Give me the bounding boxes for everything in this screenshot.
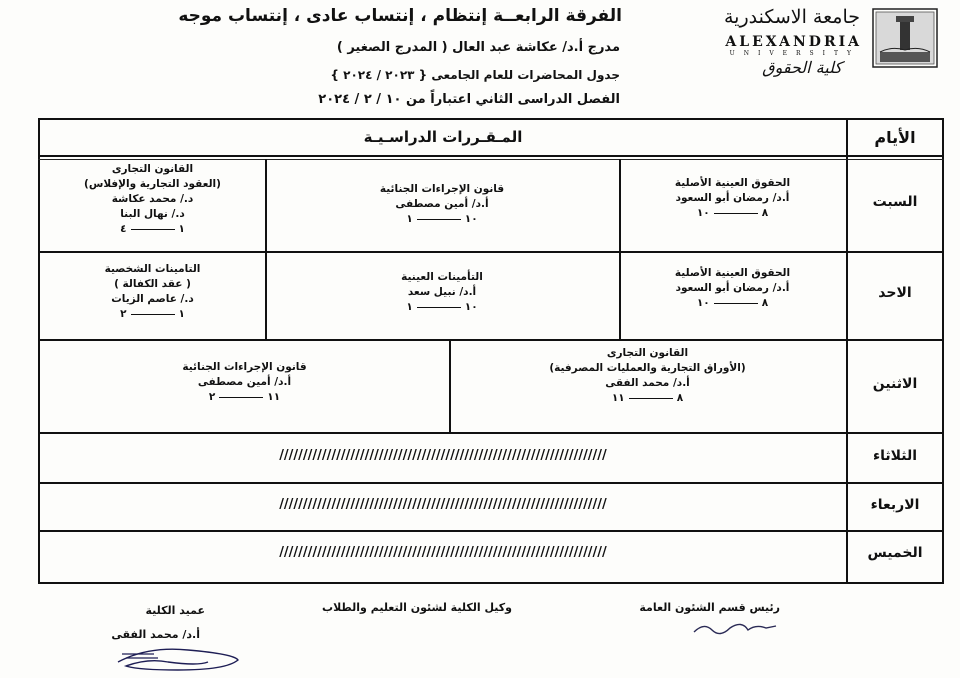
logo-english-name: ALEXANDRIA [725, 34, 862, 50]
logo-faculty-name: كلية الحقوق [762, 58, 842, 77]
day-thursday: الخميس [867, 545, 923, 561]
saturday-course-2: قانون الإجراءات الجنائية أ.د/ أمين مصطفى ١٠١ [379, 183, 505, 225]
header-line-2: مدرج أ.د/ عكاشة عبد العال ( المدرج الصغير ) [336, 40, 620, 55]
thursday-empty-marker: ///////////////////////////////////////////////////////////////////// [279, 545, 607, 560]
logo-university-word: UNIVERSITY [729, 50, 860, 57]
dean-title: عميد الكلية [145, 604, 205, 617]
row-divider [38, 530, 944, 532]
row-divider [38, 339, 944, 341]
day-saturday: السبت [872, 194, 918, 210]
row-divider [38, 432, 944, 434]
day-tuesday: الثلاثاء [872, 448, 918, 464]
header-line-1: الفرقة الرابعــة إنتظام ، إنتساب عادى ، إنتساب موجه [178, 6, 622, 26]
university-emblem-icon [872, 8, 938, 68]
monday-course-2: قانون الإجراءات الجنائية أ.د/ أمين مصطفى ١١٢ [182, 361, 307, 403]
tuesday-empty-marker: ///////////////////////////////////////////////////////////////////// [279, 448, 607, 463]
header-line-3: جدول المحاضرات للعام الجامعى { ٢٠٢٣ / ٢٠٢٤ } [330, 68, 620, 82]
sunday-course-2: التأمينات العينية أ.د/ نبيل سعد ١٠١ [401, 271, 483, 313]
day-wednesday: الاربعاء [870, 497, 920, 513]
days-column-header: الأيام [874, 128, 916, 147]
row-divider [38, 482, 944, 484]
head-of-affairs-title: رئيس قسم الشئون العامة [639, 601, 780, 614]
sunday-course-1: الحقوق العينية الأصلية أ.د/ رمضان أبو السعود ٨١٠ [674, 267, 791, 309]
saturday-course-3: القانون التجارى (العقود التجارية والإفلاس) د./ محمد عكاشة د./ نهال البنا ١٤ [84, 163, 221, 235]
day-monday: الاثنين [872, 376, 918, 392]
dean-name: أ.د/ محمد الفقى [111, 628, 200, 641]
monday-course-1: القانون التجارى (الأوراق التجارية والعمليات المصرفية) أ.د/ محمد الفقى ٨١١ [549, 347, 746, 404]
row-divider [38, 251, 944, 253]
logo-arabic-name: جامعة الاسكندرية [724, 6, 860, 28]
wednesday-empty-marker: ///////////////////////////////////////////////////////////////////// [279, 497, 607, 512]
signature-dean [108, 640, 248, 676]
signature-head-affairs [690, 616, 780, 638]
day-column-divider [846, 118, 848, 584]
saturday-course-1: الحقوق العينية الأصلية أ.د/ رمضان أبو السعود ٨١٠ [674, 177, 791, 219]
header-row-divider [38, 155, 944, 157]
header-line-4: الفصل الدراسى الثاني اعتباراً من ١٠ / ٢ / ٢٠٢٤ [318, 92, 620, 107]
vice-dean-title: وكيل الكلية لشئون التعليم والطلاب [322, 601, 512, 614]
courses-column-header: المـقـررات الدراسـيـة [363, 128, 523, 146]
sunday-course-3: التامينات الشخصية ( عقد الكفالة ) د./ عاصم الزيات ١٢ [104, 263, 201, 320]
day-sunday: الاحد [878, 285, 912, 301]
header-row-divider-2 [38, 159, 944, 160]
